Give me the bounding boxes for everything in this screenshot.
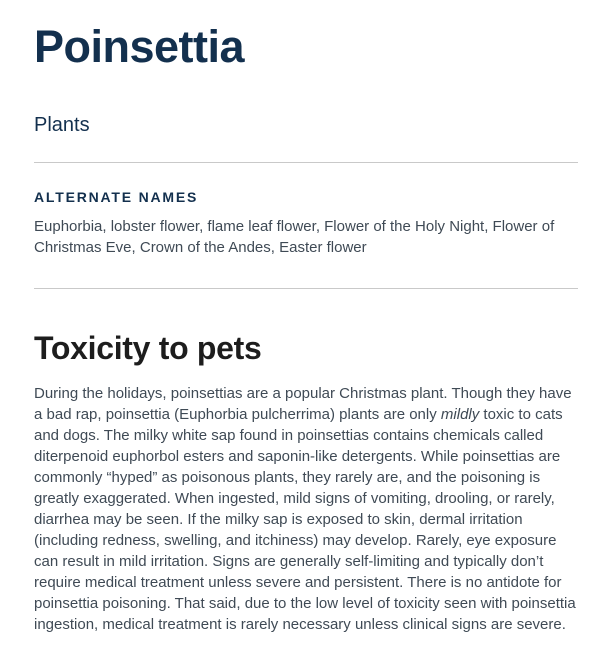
alternate-names-section	[34, 189, 578, 258]
toxicity-text-italic: mildly	[440, 406, 480, 424]
divider-top	[34, 162, 578, 163]
toxicity-text-after-italic: toxic to cats and dogs. The milky white sap found in poinsettias contains chemicals called diterpenoid euphorbol esters and saponin-like detergents. While poinsettias are commonly “hyped” as poisonous plants, they rarely are, and the poisoning is greatly exaggerated. When ingested, mild signs of vomiting, drooling, or rarely, diarrhea may be seen. If the milky sap is exposed to skin, dermal irritation (including redness, swelling, and itchiness) may develop. Rarely, eye exposure can result in mild irritation. Signs are generally self-limiting and typically don’t require medical treatment unless severe and persistent. There is no antidote for poinsettia poisoning. That said, due to the low level of toxicity seen with poinsettia ingestion, medical treatment is rarely necessary unless clinical signs are severe.	[34, 406, 576, 634]
toxicity-heading: Toxicity to pets	[34, 329, 262, 366]
toxicity-paragraph	[34, 383, 578, 635]
divider-bottom	[34, 288, 578, 289]
alternate-names-list: Euphorbia, lobster flower, flame leaf flower, Flower of the Holy Night, Flower of Christmas Eve, Crown of the Andes, Easter flower	[34, 217, 555, 256]
category-label: Plants	[34, 113, 90, 136]
toxicity-text-before-italic: During the holidays, poinsettias are a popular Christmas plant. Though they have a bad rap, poinsettia (Euphorbia pulcherrima) plants are only	[34, 385, 572, 424]
page-title: Poinsettia	[34, 21, 245, 72]
toxicity-section	[34, 330, 578, 636]
alternate-names-heading: ALTERNATE NAMES	[34, 188, 199, 205]
